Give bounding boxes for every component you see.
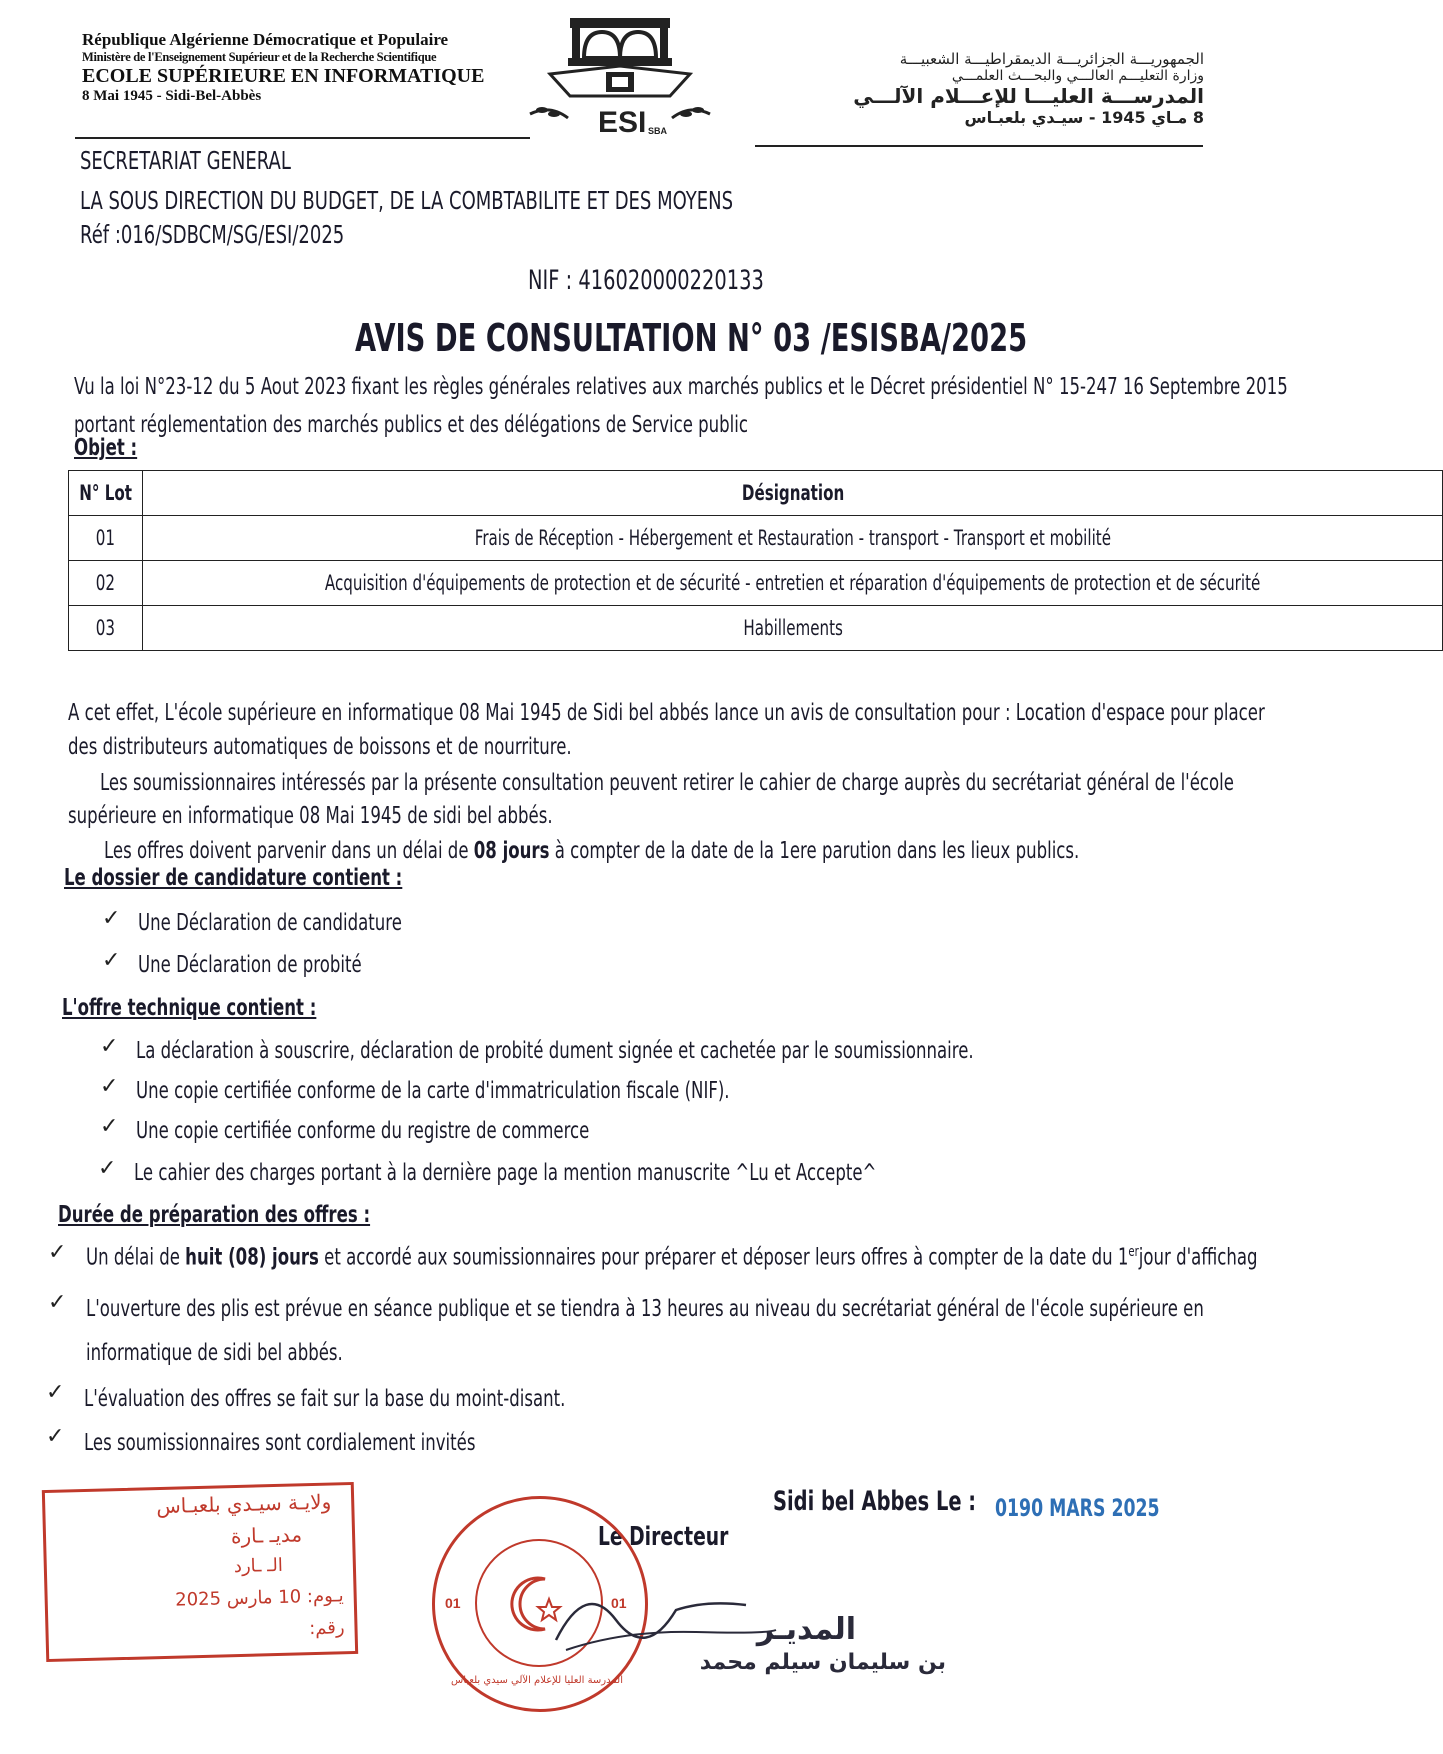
round-stamp-num-left: 01 (445, 1595, 461, 1611)
col-lot-header-text: N° Lot (79, 481, 132, 505)
paragraph-3-a: Les offres doivent parvenir dans un délai de (104, 838, 474, 864)
table-row (69, 561, 1443, 606)
dossier-heading: Le dossier de candidature contient : (64, 865, 403, 891)
check-icon: ✓ (102, 948, 121, 973)
reception-stamp-line-4: يـوم: 10 مارس 2025 (174, 1585, 344, 1611)
paragraph-3 (104, 838, 1079, 864)
check-icon: ✓ (100, 1074, 119, 1099)
sous-direction-label: LA SOUS DIRECTION DU BUDGET, DE LA COMBTABILITE ET DES MOYENS (80, 186, 734, 215)
header-ar-ministry: وزارة التعليـــم العالـــي والبحـــث العلمـــي (951, 68, 1204, 84)
duree-item-2-line-1: L'ouverture des plis est prévue en séance publique et se tiendra à 13 heures au niveau du secrétariat général de l'école supérieure en (86, 1296, 1204, 1322)
duree-item-3: L'évaluation des offres se fait sur la base du moint-disant. (84, 1386, 566, 1412)
duree-item-1 (86, 1244, 1258, 1271)
reception-stamp-line-2: مديـ ـارة (230, 1522, 303, 1549)
designation-text: Frais de Réception - Hébergement et Restauration - transport - Transport et mobilité (474, 526, 1111, 550)
header-republic: République Algérienne Démocratique et Populaire (82, 30, 449, 49)
designation-text: Habillements (743, 616, 843, 640)
check-icon: ✓ (46, 1424, 65, 1449)
paragraph-1-line-2: des distributeurs automatiques de boissons et de nourriture. (68, 734, 572, 760)
header-fr (82, 30, 484, 105)
header-ar-republic: الجمهوريـــة الجزائريـــة الديمقراطيـــة الشعبيـــة (899, 50, 1204, 68)
intro-line-2: portant réglementation des marchés publics et des délégations de Service public (74, 412, 748, 438)
duree-item-1-sup: er (1128, 1244, 1139, 1260)
header-ministry: Ministère de l'Enseignement Supérieur et de la Recherche Scientifique (82, 50, 437, 64)
director-label: Le Directeur (598, 1522, 729, 1552)
check-icon: ✓ (48, 1240, 67, 1265)
place-date-label: Sidi bel Abbes Le : (773, 1486, 977, 1517)
lot-cell (69, 606, 143, 651)
offre-item: La déclaration à souscrire, déclaration de probité dument signée et cachetée par le soumissionnaire. (136, 1038, 974, 1064)
reception-stamp-line-5: رقم: (308, 1617, 345, 1640)
check-icon: ✓ (46, 1380, 65, 1405)
dossier-item: Une Déclaration de candidature (138, 910, 402, 936)
page-title: AVIS DE CONSULTATION N° 03 /ESISBA/2025 (355, 316, 1028, 360)
reference: Réf :016/SDBCM/SG/ESI/2025 (80, 220, 345, 249)
header-rule-left (75, 137, 530, 139)
lot-cell (69, 561, 143, 606)
duree-item-1-c: et accordé aux soumissionnaires pour préparer et déposer leurs offres à compter de la date du 1 (318, 1244, 1129, 1271)
dossier-item: Une Déclaration de probité (138, 952, 362, 978)
designation-cell (143, 561, 1443, 606)
round-stamp-num-right: 01 (611, 1595, 627, 1611)
header-ar (804, 50, 1204, 127)
logo-text: ESI (598, 106, 647, 139)
lots-table (68, 470, 1443, 651)
designation-text: Acquisition d'équipements de protection et de sécurité - entretien et réparation d'équipements de protection et de sécurité (325, 571, 1261, 595)
table-row (69, 606, 1443, 651)
offre-item: Une copie certifiée conforme du registre de commerce (136, 1118, 590, 1144)
director-ar-name: بن سليمان سيلم محمد (699, 1650, 946, 1675)
duree-item-4: Les soumissionnaires sont cordialement invités (84, 1430, 476, 1456)
duree-item-2-line-2: informatique de sidi bel abbés. (86, 1340, 343, 1366)
paragraph-1-line-1: A cet effet, L'école supérieure en informatique 08 Mai 1945 de Sidi bel abbés lance un avis de consultation pour : Location d'espace pour placer (68, 700, 1265, 726)
offre-heading: L'offre technique contient : (62, 995, 317, 1021)
col-designation-header-text: Désignation (741, 481, 844, 505)
round-stamp-ring-text: المدرسة العليا للإعلام الآلي سيدي بلعباس (450, 1675, 623, 1686)
duree-item-1-days: huit (08) jours (185, 1244, 319, 1271)
lot-cell (69, 516, 143, 561)
check-icon: ✓ (48, 1290, 67, 1315)
paragraph-3-days: 08 jours (473, 838, 550, 864)
check-icon: ✓ (100, 1114, 119, 1139)
table-header-row (69, 471, 1443, 516)
duree-item-1-d: jour d'affichag (1138, 1244, 1258, 1271)
table-row (69, 516, 1443, 561)
objet-heading: Objet : (74, 435, 138, 461)
reception-stamp (42, 1482, 358, 1662)
header-school-date: 8 Mai 1945 - Sidi-Bel-Abbès (82, 88, 262, 104)
check-icon: ✓ (100, 1034, 119, 1059)
paragraph-3-c: à compter de la date de la 1ere parution dans les lieux publics. (549, 838, 1080, 864)
header-ar-school: المدرســـة العليـــا للإعـــلام الآلـــي (853, 84, 1204, 108)
duree-item-1-a: Un délai de (86, 1244, 186, 1271)
paragraph-2-line-2: supérieure en informatique 08 Mai 1945 de sidi bel abbés. (68, 803, 553, 829)
header-rule-right (755, 145, 1203, 147)
reception-stamp-line-3: الـ ـارد (233, 1554, 284, 1578)
offre-item: Le cahier des charges portant à la dernière page la mention manuscrite ^Lu et Accepte^ (134, 1160, 877, 1186)
date-stamp: 0190 MARS 2025 (995, 1494, 1160, 1522)
designation-cell (143, 606, 1443, 651)
check-icon: ✓ (102, 906, 121, 931)
header-ar-date: 8 مـاي 1945 - سيـدي بلعبـاس (964, 108, 1204, 127)
lot-number: 02 (95, 571, 116, 595)
director-ar-title: المديـر (756, 1612, 856, 1647)
offre-item: Une copie certifiée conforme de la carte d'immatriculation fiscale (NIF). (136, 1078, 730, 1104)
lot-number: 01 (95, 526, 116, 550)
col-designation-header (143, 471, 1443, 516)
nif: NIF : 416020000220133 (528, 265, 764, 296)
esi-logo (520, 14, 720, 154)
duree-heading: Durée de préparation des offres : (58, 1202, 371, 1228)
reception-stamp-line-1: ولايـة سيـدي بلعبـاس (155, 1489, 332, 1519)
secretariat-label: SECRETARIAT GENERAL (80, 146, 291, 175)
check-icon: ✓ (98, 1156, 117, 1181)
header-school: ECOLE SUPÉRIEURE EN INFORMATIQUE (82, 65, 485, 87)
logo-sub: SBA (648, 126, 668, 136)
paragraph-2-line-1: Les soumissionnaires intéressés par la présente consultation peuvent retirer le cahier de charge auprès du secrétariat général de l'école (100, 770, 1234, 796)
intro-line-1: Vu la loi N°23-12 du 5 Aout 2023 fixant les règles générales relatives aux marchés publics et le Décret présidentiel N° 15-247 16 Septembre 2015 (74, 374, 1288, 400)
col-lot-header (69, 471, 143, 516)
designation-cell (143, 516, 1443, 561)
lot-number: 03 (95, 616, 116, 640)
